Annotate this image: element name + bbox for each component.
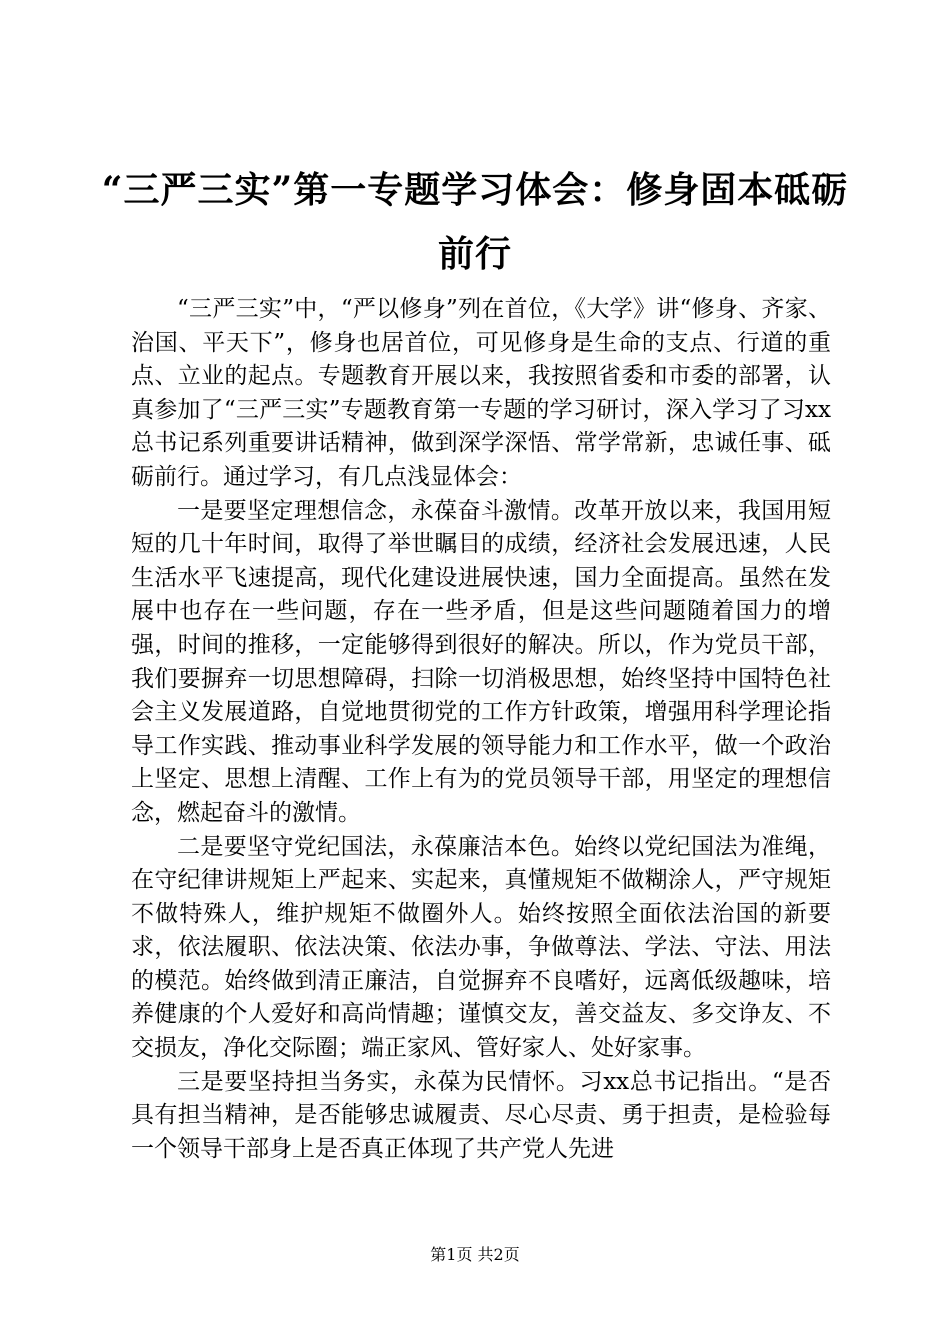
- page-number-footer: 第1页 共2页: [430, 1245, 520, 1264]
- paragraph-point-two: 二是要坚守党纪国法，永葆廉洁本色。始终以党纪国法为准绳，在守纪律讲规矩上严起来、实起来，真懂规矩不做糊涂人，严守规矩不做特殊人，维护规矩不做圈外人。始终按照全面依法治国的新要求，依法履职、依法决策、依法办事，争做尊法、学法、守法、用法的模范。始终做到清正廉洁，自觉摒弃不良嗜好，远离低级趣味，培养健康的个人爱好和高尚情趣；谨慎交友，善交益友、多交诤友、不交损友，净化交际圈；端正家风、管好家人、处好家事。: [131, 833, 831, 1062]
- document-title: “三严三实”第一专题学习体会：修身固本砥砺前行: [101, 169, 849, 275]
- paragraph-intro: “三严三实”中，“严以修身”列在首位，《大学》讲“修身、齐家、治国、平天下”，修身也居首位，可见修身是生命的支点、行道的重点、立业的起点。专题教育开展以来，我按照省委和市委的部署，认真参加了“三严三实”专题教育第一专题的学习研讨，深入学习了习xx总书记系列重要讲话精神，做到深学深悟、常学常新，忠诚任事、砥砺前行。通过学习，有几点浅显体会：: [131, 296, 831, 490]
- document-body: [131, 293, 831, 1166]
- paragraph-point-one: 一是要坚定理想信念，永葆奋斗激情。改革开放以来，我国用短短的几十年时间，取得了举世瞩目的成绩，经济社会发展迅速，人民生活水平飞速提高，现代化建设进展快速，国力全面提高。虽然在发展中也存在一些问题，存在一些矛盾，但是这些问题随着国力的增强，时间的推移，一定能够得到很好的解决。所以，作为党员干部，我们要摒弃一切思想障碍，扫除一切消极思想，始终坚持中国特色社会主义发展道路，自觉地贯彻党的工作方针政策，增强用科学理论指导工作实践、推动事业科学发展的领导能力和工作水平，做一个政治上坚定、思想上清醒、工作上有为的党员领导干部，用坚定的理想信念，燃起奋斗的激情。: [131, 497, 831, 826]
- paragraph-point-three: 三是要坚持担当务实，永葆为民情怀。习xx总书记指出。“是否具有担当精神，是否能够忠诚履责、尽心尽责、勇于担责，是检验每一个领导干部身上是否真正体现了共产党人先进: [131, 1068, 831, 1162]
